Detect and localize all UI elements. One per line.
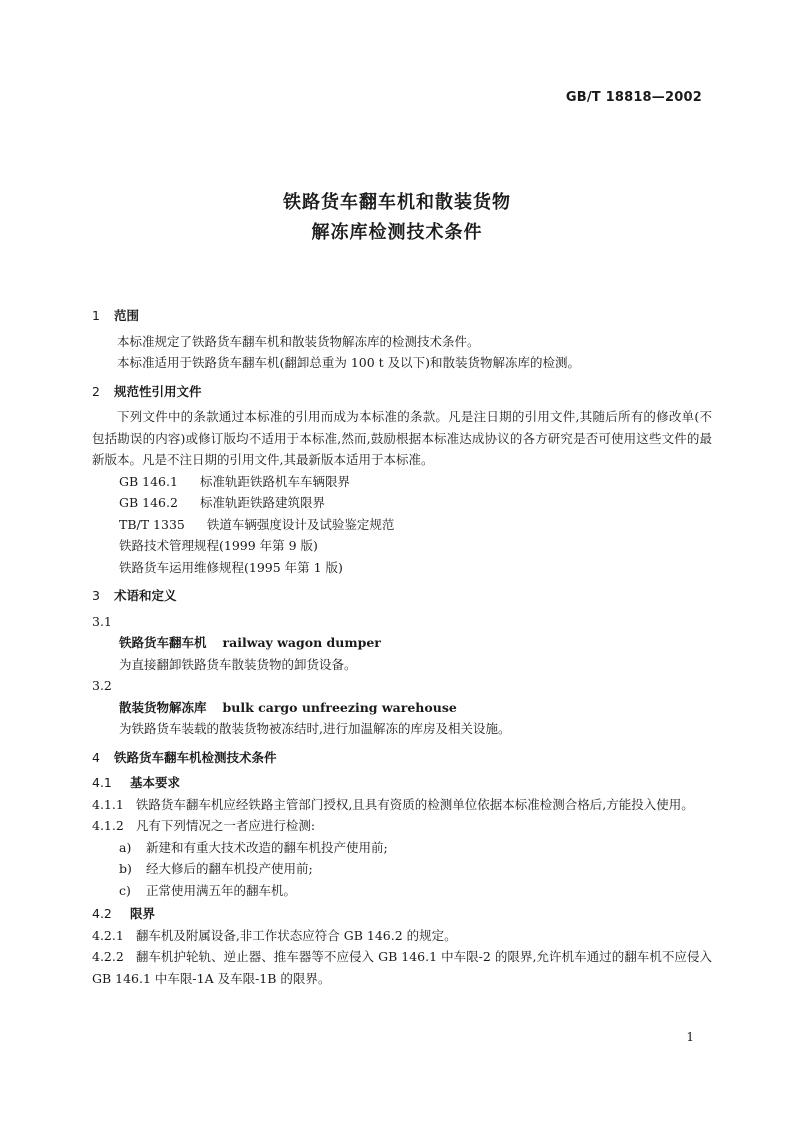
list-text: 正常使用满五年的翻车机。 xyxy=(146,882,297,898)
term-english: railway wagon dumper xyxy=(222,635,381,650)
list-label: a) xyxy=(119,839,132,855)
subsection-title: 基本要求 xyxy=(130,775,181,790)
term-chinese: 散装货物解冻库 xyxy=(119,699,207,715)
subsection-4-2-heading xyxy=(92,903,712,925)
reference-title: 铁路技术管理规程(1999 年第 9 版) xyxy=(119,538,318,553)
clause-text: 翻车机护轮轨、逆止器、推车器等不应侵入 GB 146.1 中车限-2 的限界,允许机车通过的翻车机不应侵入 GB 146.1 中车限-1A 及车限-1B 的限界。 xyxy=(92,949,712,986)
reference-item xyxy=(92,557,712,579)
list-label: c) xyxy=(119,882,131,898)
reference-title: 铁道车辆强度设计及试验鉴定规范 xyxy=(206,516,395,532)
subsection-title: 限界 xyxy=(130,906,156,921)
section-number: 1 xyxy=(92,308,100,323)
clause-4-2-2 xyxy=(92,946,712,989)
page-number: 1 xyxy=(686,1030,694,1044)
section-title: 规范性引用文件 xyxy=(114,383,202,399)
clause-4-2-1 xyxy=(92,925,712,947)
section-1-heading xyxy=(92,305,712,327)
section-number: 2 xyxy=(92,383,100,399)
subsection-4-1-heading xyxy=(92,772,712,794)
section-number: 4 xyxy=(92,749,100,765)
paragraph: 下列文件中的条款通过本标准的引用而成为本标准的条款。凡是注日期的引用文件,其随后所有的修改单(不包括勘误的内容)或修订版均不适用于本标准,然而,鼓励根据本标准达成协议的各方研究是否可使用这些文件的最新版本。凡是不注日期的引用文件,其最新版本适用于本标准。 xyxy=(92,409,712,467)
paragraph: 本标准适用于铁路货车翻车机(翻卸总重为 100 t 及以下)和散装货物解冻库的检测。 xyxy=(117,355,581,370)
term-definition: 为直接翻卸铁路货车散装货物的卸货设备。 xyxy=(119,656,357,672)
section-number: 3 xyxy=(92,588,100,603)
section-title: 术语和定义 xyxy=(114,588,177,603)
reference-code: GB 146.1 xyxy=(119,473,178,489)
subsection-number: 4.1 xyxy=(92,775,112,790)
reference-item xyxy=(92,492,712,514)
clause-4-1-1 xyxy=(92,794,712,816)
clause-number: 4.1.2 xyxy=(92,818,124,833)
term-definition: 为铁路货车装载的散装货物被冻结时,进行加温解冻的库房及相关设施。 xyxy=(119,721,511,736)
section-4-heading xyxy=(92,747,712,769)
section-2-heading xyxy=(92,381,712,403)
reference-item xyxy=(92,514,712,536)
section-title: 范围 xyxy=(114,308,140,323)
reference-code: TB/T 1335 xyxy=(119,516,185,532)
subsection-number: 4.2 xyxy=(92,906,112,921)
section-title: 铁路货车翻车机检测技术条件 xyxy=(114,749,277,765)
term-chinese: 铁路货车翻车机 xyxy=(119,635,207,650)
clause-number: 4.1.1 xyxy=(92,796,124,812)
reference-title: 铁路货车运用维修规程(1995 年第 1 版) xyxy=(119,559,343,575)
list-item xyxy=(92,880,712,902)
list-text: 经大修后的翻车机投产使用前; xyxy=(146,861,313,876)
reference-title: 标准轨距铁路机车车辆限界 xyxy=(199,473,350,489)
paragraph: 本标准规定了铁路货车翻车机和散装货物解冻库的检测技术条件。 xyxy=(117,333,480,349)
reference-title: 标准轨距铁路建筑限界 xyxy=(199,495,325,510)
clause-text: 凡有下列情况之一者应进行检测: xyxy=(135,818,316,833)
reference-item xyxy=(92,535,712,557)
document-body xyxy=(92,298,712,989)
clause-number: 4.2.2 xyxy=(92,949,124,964)
list-label: b) xyxy=(119,861,132,876)
document-title-line-2: 解冻库检测技术条件 xyxy=(311,222,483,243)
reference-item xyxy=(92,471,712,493)
term-entry xyxy=(92,632,712,654)
term-entry xyxy=(92,697,712,719)
list-text: 新建和有重大技术改造的翻车机投产使用前; xyxy=(146,839,388,855)
term-english: bulk cargo unfreezing warehouse xyxy=(222,699,457,715)
reference-code: GB 146.2 xyxy=(119,495,178,510)
section-3-heading xyxy=(92,585,712,607)
term-number: 3.1 xyxy=(92,613,112,629)
standard-code: GB/T 18818—2002 xyxy=(565,90,702,105)
clause-text: 铁路货车翻车机应经铁路主管部门授权,且具有资质的检测单位依据本标准检测合格后,方能投入使用。 xyxy=(135,796,694,812)
clause-4-1-2 xyxy=(92,815,712,837)
clause-number: 4.2.1 xyxy=(92,927,124,943)
document-title-line-1: 铁路货车翻车机和散装货物 xyxy=(283,192,511,213)
term-number: 3.2 xyxy=(92,678,112,693)
clause-text: 翻车机及附属设备,非工作状态应符合 GB 146.2 的规定。 xyxy=(135,927,457,943)
list-item xyxy=(92,858,712,880)
list-item xyxy=(92,837,712,859)
